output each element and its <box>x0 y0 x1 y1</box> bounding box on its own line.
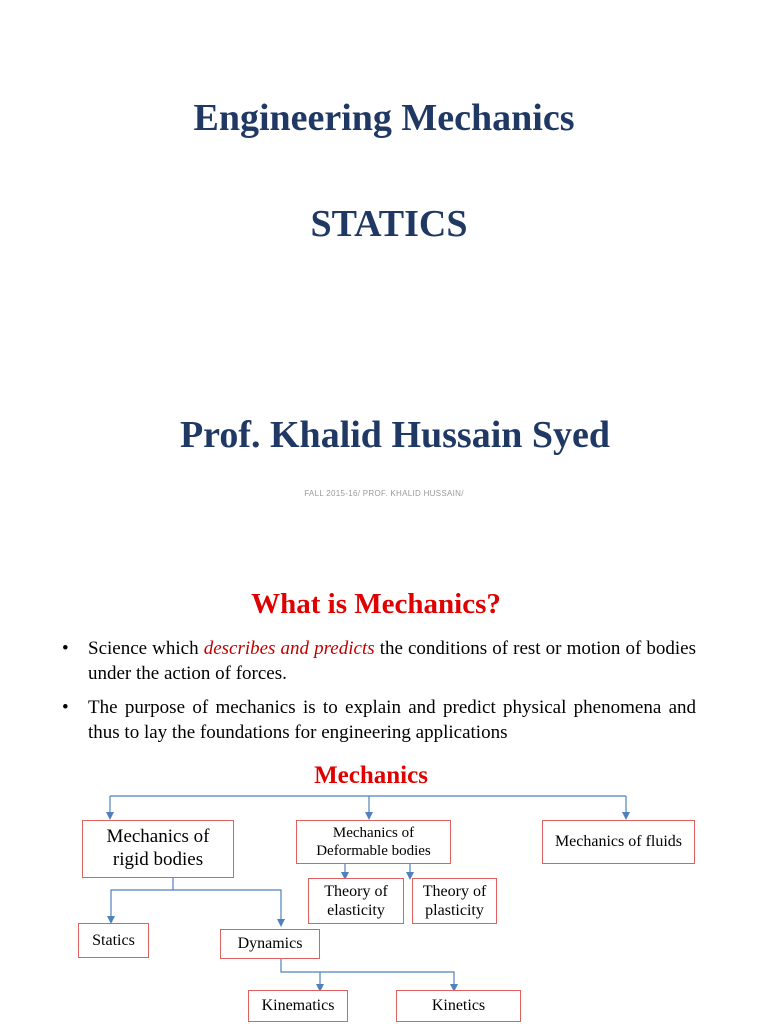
course-subtitle: STATICS <box>310 203 468 245</box>
node-dynamics: Dynamics <box>220 929 320 959</box>
bullet-icon: • <box>62 697 69 718</box>
node-statics: Statics <box>78 923 149 958</box>
bullet-text: The purpose of mechanics is to explain and predict physical phenomena and thus to lay the foundations for engineering applications <box>88 697 696 743</box>
node-elasticity: Theory of elasticity <box>308 878 404 924</box>
rigid-connector <box>111 878 173 920</box>
node-kinematics: Kinematics <box>248 990 348 1022</box>
bullet-text-end: the conditions of rest or motion of bodies under the action of forces. <box>88 638 697 684</box>
node-fluids: Mechanics of fluids <box>542 820 695 864</box>
bullet-emphasis: describes and predicts <box>203 638 375 659</box>
node-kinetics: Kinetics <box>396 990 521 1022</box>
course-title: Engineering Mechanics <box>193 97 575 139</box>
author-name: Prof. Khalid Hussain Syed <box>179 414 611 456</box>
node-deformable-bodies: Mechanics of Deformable bodies <box>296 820 451 864</box>
node-plasticity: Theory of plasticity <box>412 878 497 924</box>
bullet-icon: • <box>62 638 69 659</box>
diagram-root-label: Mechanics <box>314 762 428 789</box>
arrow-to-dynamics <box>173 890 281 923</box>
dynamics-connector <box>281 959 454 988</box>
content-slide <box>0 560 768 1024</box>
slide-title: What is Mechanics? <box>251 588 501 620</box>
bullet-text-start: Science which <box>88 638 204 659</box>
node-rigid-bodies: Mechanics of rigid bodies <box>82 820 234 878</box>
slide-footer: FALL 2015-16/ PROF. KHALID HUSSAIN/ <box>304 489 464 498</box>
